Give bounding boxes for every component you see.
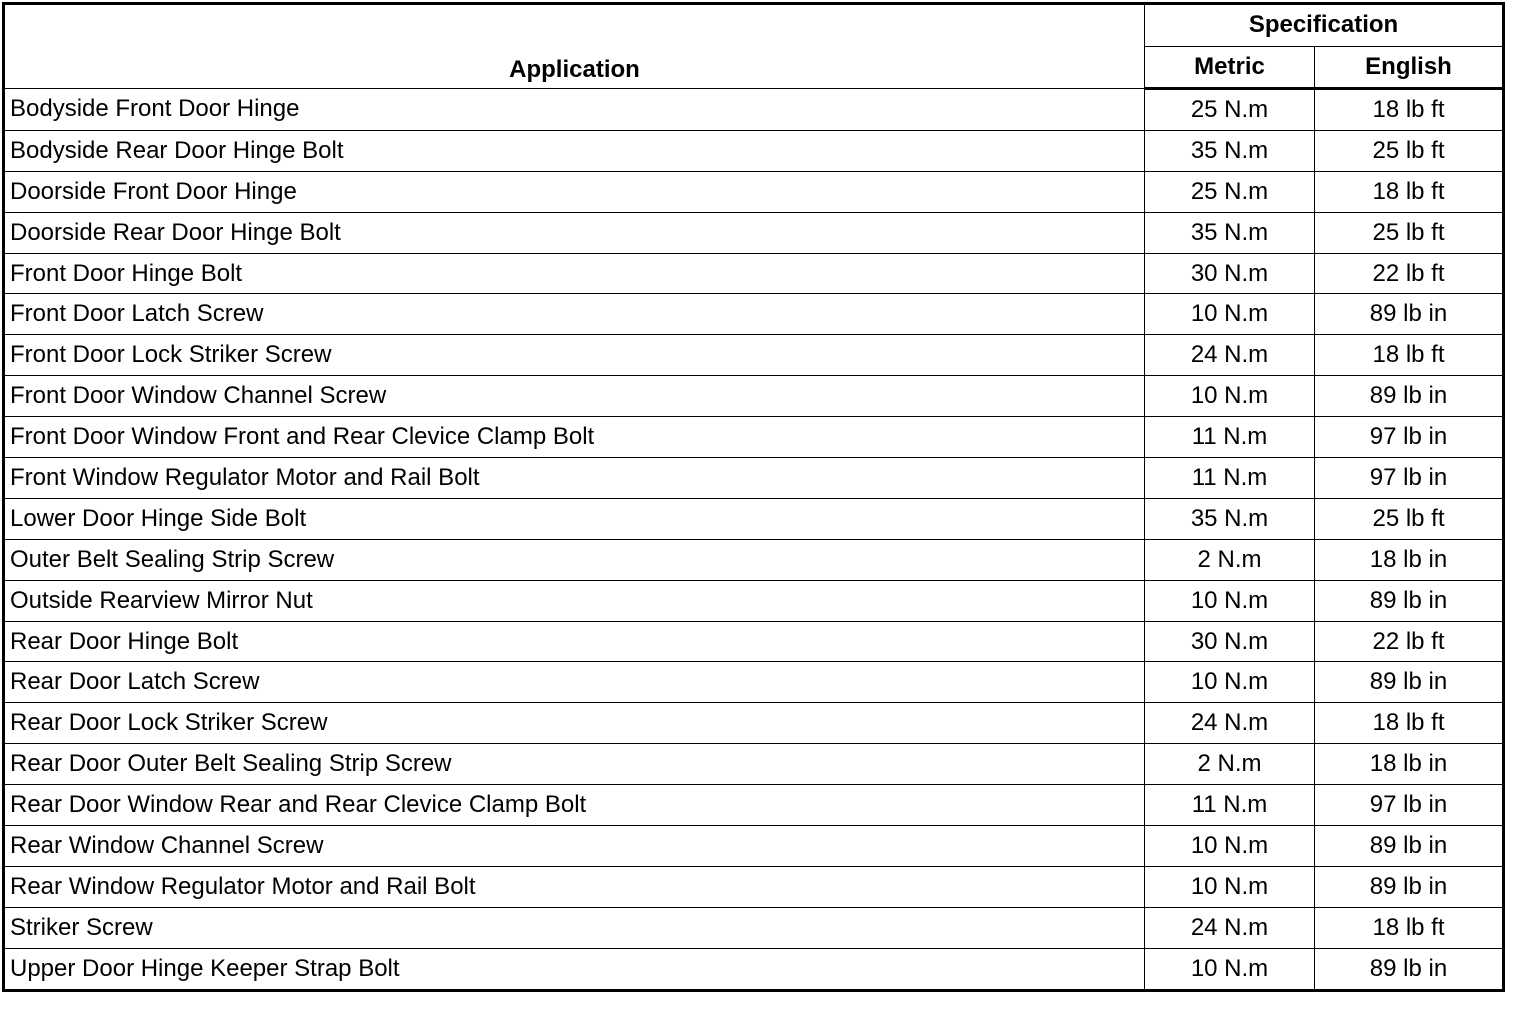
application-cell: Rear Window Regulator Motor and Rail Bolt: [4, 866, 1145, 907]
application-cell: Front Window Regulator Motor and Rail Bolt: [4, 458, 1145, 499]
table-header: [4, 4, 1504, 89]
metric-cell: 10 N.m: [1145, 294, 1315, 335]
application-cell: Front Door Lock Striker Screw: [4, 335, 1145, 376]
application-cell: Outside Rearview Mirror Nut: [4, 580, 1145, 621]
table-row: [4, 417, 1504, 458]
english-cell: 22 lb ft: [1315, 253, 1504, 294]
metric-cell: 10 N.m: [1145, 580, 1315, 621]
english-cell: 22 lb ft: [1315, 621, 1504, 662]
table-row: [4, 253, 1504, 294]
english-cell: 89 lb in: [1315, 580, 1504, 621]
application-cell: Bodyside Rear Door Hinge Bolt: [4, 130, 1145, 171]
english-cell: 89 lb in: [1315, 376, 1504, 417]
metric-cell: 30 N.m: [1145, 253, 1315, 294]
table-row: [4, 662, 1504, 703]
metric-cell: 24 N.m: [1145, 703, 1315, 744]
english-cell: 89 lb in: [1315, 948, 1504, 990]
application-cell: Lower Door Hinge Side Bolt: [4, 498, 1145, 539]
table-row: [4, 539, 1504, 580]
table-row: [4, 621, 1504, 662]
specification-column-header: Specification: [1145, 4, 1504, 47]
application-cell: Front Door Window Front and Rear Clevice Clamp Bolt: [4, 417, 1145, 458]
table-body: [4, 89, 1504, 991]
metric-cell: 24 N.m: [1145, 907, 1315, 948]
metric-cell: 10 N.m: [1145, 662, 1315, 703]
application-cell: Front Door Latch Screw: [4, 294, 1145, 335]
metric-cell: 10 N.m: [1145, 376, 1315, 417]
table-row: [4, 785, 1504, 826]
metric-column-header: Metric: [1145, 46, 1315, 89]
metric-cell: 11 N.m: [1145, 458, 1315, 499]
application-cell: Rear Door Window Rear and Rear Clevice Clamp Bolt: [4, 785, 1145, 826]
english-cell: 89 lb in: [1315, 662, 1504, 703]
metric-cell: 11 N.m: [1145, 417, 1315, 458]
english-cell: 89 lb in: [1315, 826, 1504, 867]
metric-cell: 11 N.m: [1145, 785, 1315, 826]
table-row: [4, 212, 1504, 253]
application-cell: Outer Belt Sealing Strip Screw: [4, 539, 1145, 580]
application-cell: Rear Door Lock Striker Screw: [4, 703, 1145, 744]
english-cell: 18 lb ft: [1315, 335, 1504, 376]
english-cell: 97 lb in: [1315, 785, 1504, 826]
metric-cell: 30 N.m: [1145, 621, 1315, 662]
metric-cell: 35 N.m: [1145, 498, 1315, 539]
metric-cell: 2 N.m: [1145, 744, 1315, 785]
table-row: [4, 130, 1504, 171]
table-row: [4, 335, 1504, 376]
table-row: [4, 907, 1504, 948]
application-cell: Upper Door Hinge Keeper Strap Bolt: [4, 948, 1145, 990]
table-row: [4, 89, 1504, 131]
table-row: [4, 171, 1504, 212]
english-cell: 18 lb ft: [1315, 907, 1504, 948]
table-row: [4, 948, 1504, 990]
fastener-spec-table: [2, 2, 1505, 992]
application-cell: Doorside Rear Door Hinge Bolt: [4, 212, 1145, 253]
english-cell: 89 lb in: [1315, 294, 1504, 335]
table-row: [4, 294, 1504, 335]
english-cell: 97 lb in: [1315, 417, 1504, 458]
application-cell: Rear Window Channel Screw: [4, 826, 1145, 867]
english-cell: 18 lb in: [1315, 744, 1504, 785]
application-cell: Striker Screw: [4, 907, 1145, 948]
application-cell: Rear Door Latch Screw: [4, 662, 1145, 703]
english-cell: 25 lb ft: [1315, 130, 1504, 171]
metric-cell: 35 N.m: [1145, 130, 1315, 171]
application-cell: Rear Door Hinge Bolt: [4, 621, 1145, 662]
table-row: [4, 703, 1504, 744]
metric-cell: 35 N.m: [1145, 212, 1315, 253]
metric-cell: 10 N.m: [1145, 866, 1315, 907]
metric-cell: 10 N.m: [1145, 948, 1315, 990]
application-cell: Front Door Window Channel Screw: [4, 376, 1145, 417]
application-cell: Front Door Hinge Bolt: [4, 253, 1145, 294]
application-cell: Bodyside Front Door Hinge: [4, 89, 1145, 131]
english-cell: 25 lb ft: [1315, 498, 1504, 539]
metric-cell: 10 N.m: [1145, 826, 1315, 867]
application-column-header: Application: [4, 4, 1145, 89]
table-row: [4, 744, 1504, 785]
english-cell: 18 lb ft: [1315, 171, 1504, 212]
table-row: [4, 498, 1504, 539]
header-row-top: [4, 4, 1504, 47]
application-cell: Rear Door Outer Belt Sealing Strip Screw: [4, 744, 1145, 785]
table-row: [4, 376, 1504, 417]
english-cell: 18 lb ft: [1315, 703, 1504, 744]
metric-cell: 2 N.m: [1145, 539, 1315, 580]
table-row: [4, 866, 1504, 907]
english-cell: 25 lb ft: [1315, 212, 1504, 253]
table-row: [4, 458, 1504, 499]
metric-cell: 25 N.m: [1145, 89, 1315, 131]
table-row: [4, 580, 1504, 621]
application-cell: Doorside Front Door Hinge: [4, 171, 1145, 212]
english-cell: 18 lb in: [1315, 539, 1504, 580]
english-cell: 89 lb in: [1315, 866, 1504, 907]
english-cell: 18 lb ft: [1315, 89, 1504, 131]
english-column-header: English: [1315, 46, 1504, 89]
english-cell: 97 lb in: [1315, 458, 1504, 499]
metric-cell: 24 N.m: [1145, 335, 1315, 376]
table-row: [4, 826, 1504, 867]
metric-cell: 25 N.m: [1145, 171, 1315, 212]
